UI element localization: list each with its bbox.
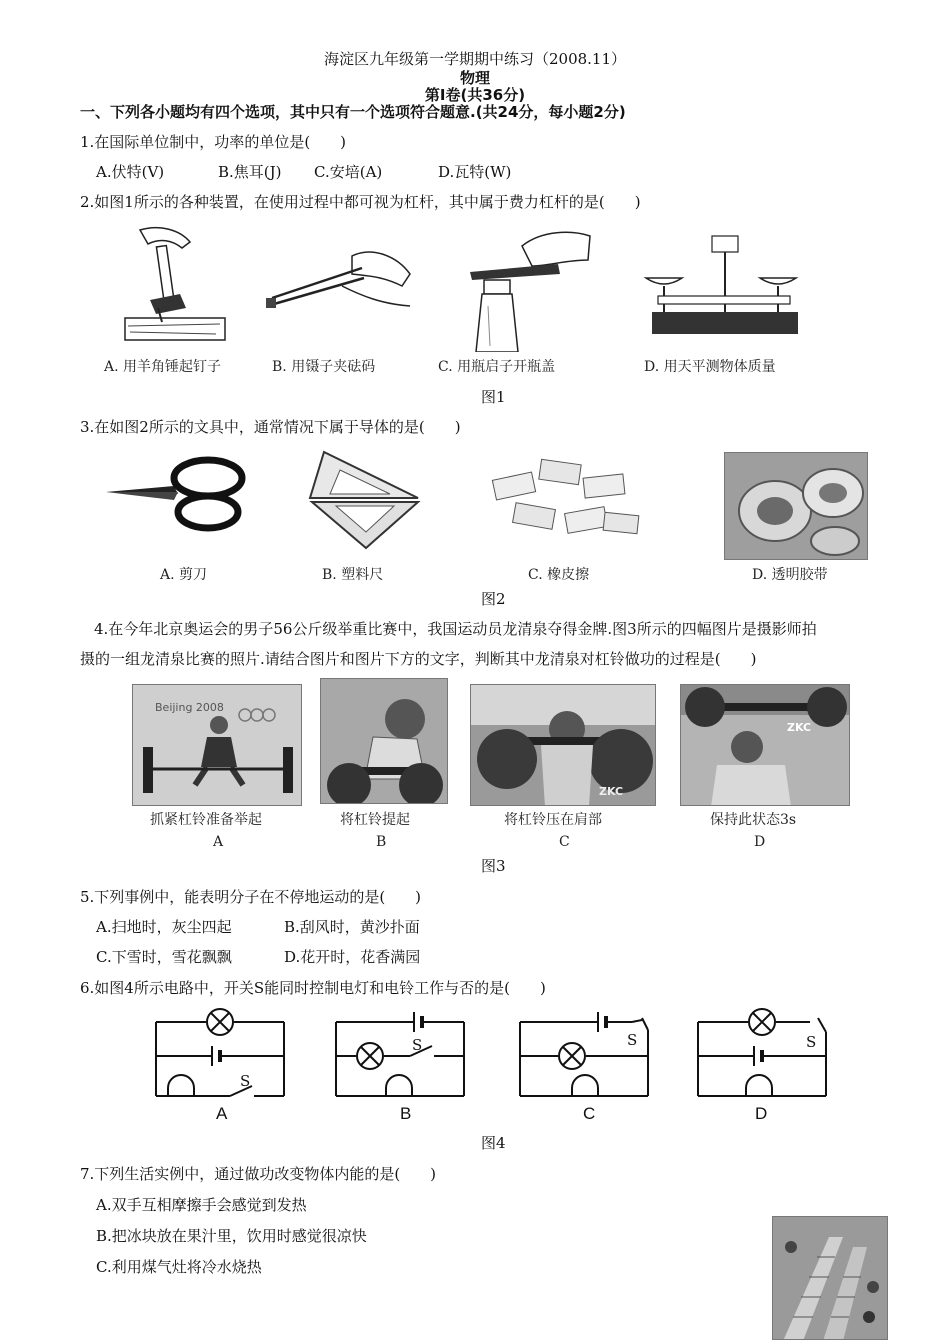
tape-photo [724,452,868,560]
exam-volume: 第Ⅰ卷(共36分) [424,86,526,104]
fig2-label-b: B. 塑料尺 [322,567,384,583]
erasers-illustration [484,452,644,548]
q1-option-a: A.伏特(V) [96,163,165,181]
circuit-c [514,1006,654,1102]
question-4-stem-line1: 4.在今年北京奥运会的男子56公斤级举重比赛中，我国运动员龙清泉夺得金牌.图3所示的四幅图片是摄影师拍 [94,620,817,638]
question-4-stem-line2: 摄的一组龙清泉比赛的照片.请结合图片和图片下方的文字，判断其中龙清泉对杠铃做功的过程是( ) [80,650,757,668]
circuit-a-switch-label: S [240,1072,251,1090]
question-7-stem: 7.下列生活实例中，通过做功改变物体内能的是( ) [80,1165,437,1183]
weightlifting-photo-d [680,684,850,806]
q1-option-c: C.安培(A) [314,163,383,181]
figure-2-caption: 图2 [481,590,506,608]
fig3-label-b: 将杠铃提起 [340,812,410,828]
plastic-ruler-illustration [306,448,424,550]
fig4-letter-a: A [216,1104,228,1123]
question-5-stem: 5.下列事例中，能表明分子在不停地运动的是( ) [80,888,422,906]
fig2-label-c: C. 橡皮擦 [528,567,590,583]
question-3-stem: 3.在如图2所示的文具中，通常情况下属于导体的是( ) [80,418,461,436]
q1-option-d: D.瓦特(W) [438,163,512,181]
q5-option-d: D.花开时，花香满园 [284,948,421,966]
q5-option-b: B.刮风时，黄沙扑面 [284,918,420,936]
section-heading: 一、下列各小题均有四个选项，其中只有一个选项符合题意.(共24分，每小题2分) [80,103,626,121]
circuit-d-switch-label: S [806,1033,817,1051]
claw-hammer-illustration [120,222,230,352]
question-1-stem: 1.在国际单位制中，功率的单位是( ) [80,133,347,151]
q1-option-b: B.焦耳(J) [218,163,282,181]
q5-option-c: C.下雪时，雪花飘飘 [96,948,232,966]
fig3-label-c: 将杠铃压在肩部 [504,812,602,828]
tweezers-illustration [262,246,412,316]
q7-option-c: C.利用煤气灶将冷水烧热 [96,1258,262,1276]
fig4-letter-c: C [583,1104,596,1123]
fig3-letter-b: B [376,834,387,850]
beijing-2008-text: Beijing 2008 [155,701,224,714]
balance-scale-illustration [642,232,808,340]
question-6-stem: 6.如图4所示电路中，开关S能同时控制电灯和电铃工作与否的是( ) [80,979,546,997]
bottle-opener-illustration [462,226,592,352]
escalator-photo [772,1216,888,1340]
circuit-d [692,1006,832,1102]
question-2-stem: 2.如图1所示的各种装置，在使用过程中都可视为杠杆，其中属于费力杠杆的是( ) [80,193,641,211]
fig3-label-d: 保持此状态3s [710,812,797,828]
q7-option-a: A.双手互相摩擦手会感觉到发热 [96,1196,307,1214]
fig1-label-b: B. 用镊子夹砝码 [272,359,376,375]
zkc-logo-d: ZKC [787,721,812,734]
circuit-c-switch-label: S [627,1031,638,1049]
figure-4-caption: 图4 [481,1134,506,1152]
q5-option-a: A.扫地时，灰尘四起 [96,918,232,936]
circuit-a [150,1006,290,1102]
figure-3-caption: 图3 [481,857,506,875]
fig2-label-a: A. 剪刀 [160,567,208,583]
fig4-letter-b: B [400,1104,412,1123]
fig2-label-d: D. 透明胶带 [752,567,828,583]
fig1-label-d: D. 用天平测物体质量 [644,359,776,375]
exam-subject: 物理 [459,69,490,87]
q7-option-b: B.把冰块放在果汁里，饮用时感觉很凉快 [96,1227,367,1245]
circuit-b-switch-label: S [412,1036,423,1054]
zkc-logo-c: ZKC [599,785,624,798]
weightlifting-photo-a [132,684,302,806]
fig3-letter-a: A [213,834,224,850]
scissors-illustration [104,456,250,536]
figure-1-caption: 图1 [481,388,506,406]
fig4-letter-d: D [755,1104,768,1123]
weightlifting-photo-b [320,678,448,804]
circuit-b [330,1006,470,1102]
weightlifting-photo-c [470,684,656,806]
fig3-label-a: 抓紧杠铃准备举起 [150,812,262,828]
exam-title: 海淀区九年级第一学期期中练习（2008.11） [323,50,627,68]
fig3-letter-d: D [754,834,766,850]
fig3-letter-c: C [559,834,570,850]
fig1-label-a: A. 用羊角锤起钉子 [104,359,222,375]
fig1-label-c: C. 用瓶启子开瓶盖 [438,359,556,375]
